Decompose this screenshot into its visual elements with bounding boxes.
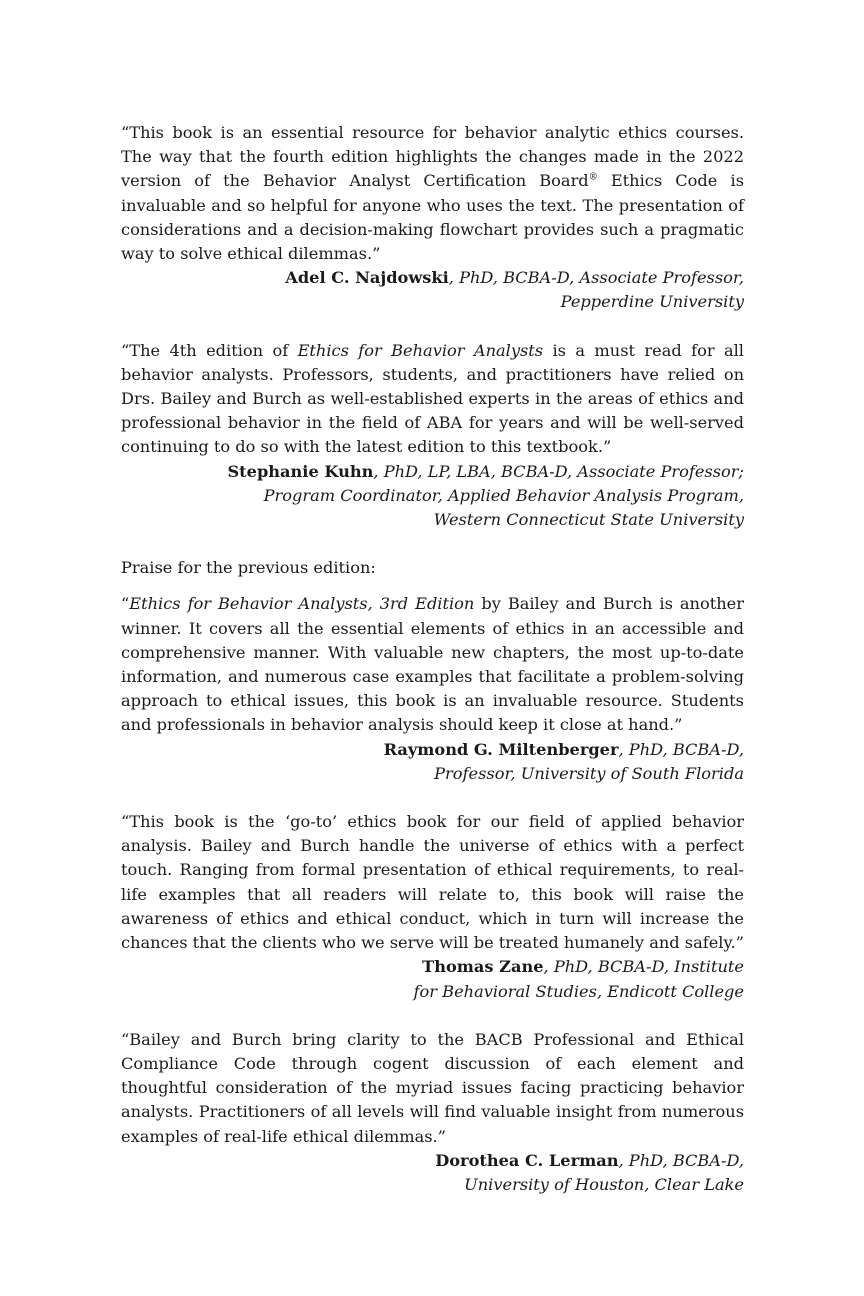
endorsement-attribution (121, 738, 744, 786)
endorsement-quote (121, 592, 744, 737)
endorser-affiliation: Pepperdine University (560, 292, 744, 312)
quote-text-rest: by Bailey and Burch is another winner. It covers all the essential elements of ethics in an accessible and comprehensive manner. With valuable new chapters, the most up-to-date information, and numerous case examples that facilitate a problem-solving approach to ethical issues, this book is an invaluable resource. Students and professionals in behavior analysis should keep it close at hand.” (121, 594, 744, 735)
quote-text-rest: Ethics Code is invaluable and so helpful for anyone who uses the text. The presentation of considerations and a decision-making flowchart provides such a pragmatic way to solve ethical dilemmas.” (121, 171, 744, 264)
endorsement-attribution (121, 266, 744, 314)
endorser-affiliation: Western Connecticut State University (433, 510, 744, 530)
quote-text: “ (121, 594, 130, 614)
quote-text: “The 4th edition of (121, 340, 298, 360)
quote-text: “This book is an essential resource for behavior analytic ethics courses. The way that the fourth edition highlights the changes made in the 2022 version of the Behavior Analyst Certification Board (121, 123, 744, 191)
endorser-name: Adel C. Najdowski (285, 268, 449, 288)
endorsement-miltenberger (121, 592, 744, 786)
endorser-name: Dorothea C. Lerman (435, 1150, 619, 1170)
endorser-name: Raymond G. Miltenberger (383, 739, 619, 759)
endorsement-quote (121, 121, 744, 266)
endorsement-quote: “This book is the ‘go-to’ ethics book for our field of applied behavior analysis. Bailey and Burch handle the universe of ethics with a perfect touch. Ranging from formal presentation of ethical requirements, to real-life examples that all readers will relate to, this book will raise the awareness of ethics and ethical conduct, which in turn will increase the chances that the clients who we serve will be treated humanely and safely.” (121, 812, 744, 953)
endorser-name: Stephanie Kuhn (227, 461, 374, 481)
endorser-name: Thomas Zane (422, 957, 544, 977)
endorsement-kuhn (121, 339, 744, 533)
endorsement-attribution (121, 460, 744, 533)
quote-text-rest: is a must read for all behavior analysts. Professors, students, and practitioners have relied on Drs. Bailey and Burch as well-established experts in the areas of ethics and professional behavior in the field of ABA for years and will be well-served continuing to do so with the latest edition to this textbook.” (121, 340, 744, 457)
registered-mark: ® (588, 173, 598, 184)
endorser-affiliation: University of Houston, Clear Lake (464, 1174, 744, 1194)
endorser-credentials: , PhD, BCBA-D, Institute (543, 957, 744, 977)
previous-edition-heading: Praise for the previous edition: (121, 558, 376, 578)
endorser-affiliation: for Behavioral Studies, Endicott College (413, 981, 744, 1001)
endorser-role: Program Coordinator, Applied Behavior Analysis Program, (263, 485, 744, 505)
endorser-credentials: , PhD, BCBA-D, (618, 739, 744, 759)
endorsement-zane (121, 810, 744, 1004)
endorsement-quote: “Bailey and Burch bring clarity to the BACB Professional and Ethical Compliance Code through cogent discussion of each element and thoughtful consideration of the myriad issues facing practicing behavior analysts. Practitioners of all levels will find valuable insight from numerous examples of real-life ethical dilemmas.” (121, 1029, 744, 1146)
endorsement-lerman (121, 1028, 744, 1197)
endorsement-quote (121, 339, 744, 460)
book-title: Ethics for Behavior Analysts (297, 340, 544, 360)
endorsement-attribution (121, 1149, 744, 1197)
endorser-credentials: , PhD, BCBA-D, Associate Professor, (448, 268, 744, 288)
book-title: Ethics for Behavior Analysts, 3rd Edition (129, 594, 475, 614)
praise-page (121, 121, 744, 1221)
endorser-credentials: , PhD, BCBA-D, (618, 1150, 744, 1170)
endorser-credentials: , PhD, LP, LBA, BCBA-D, Associate Professor; (373, 461, 744, 481)
endorsement-najdowski (121, 121, 744, 315)
endorser-affiliation: Professor, University of South Florida (434, 763, 744, 783)
endorsement-attribution (121, 955, 744, 1003)
